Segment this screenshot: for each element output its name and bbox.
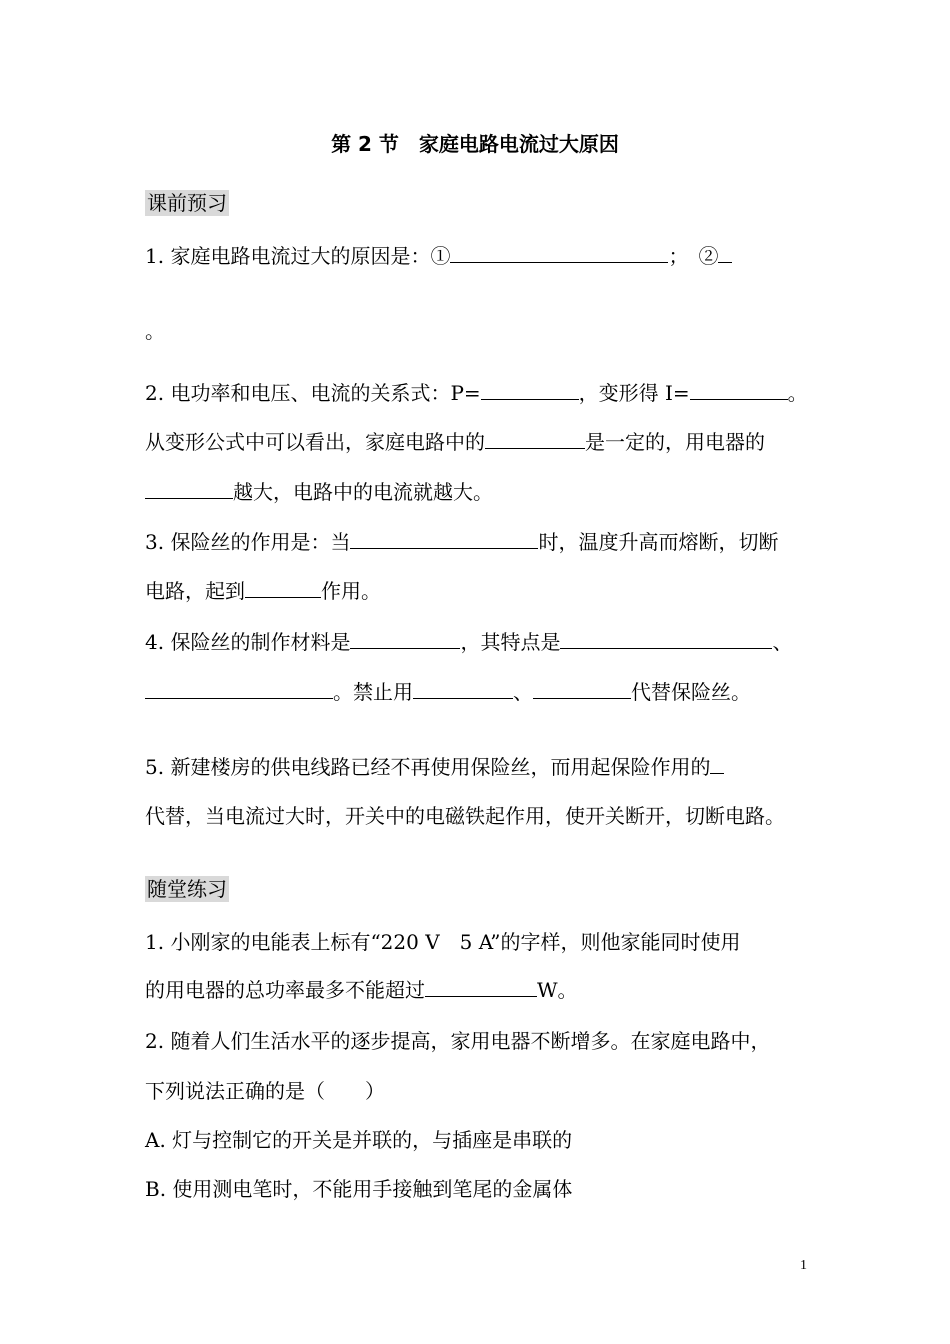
preview-q2-line3: 越大，电路中的电流就越大。 [145, 479, 830, 505]
practice-q1-line2: 的用电器的总功率最多不能超过 W。 [145, 978, 578, 1002]
blank[interactable] [485, 430, 585, 449]
blank[interactable] [718, 244, 732, 263]
blank[interactable] [350, 530, 538, 549]
practice-q2: 2. 随着人们生活水平的逐步提高，家用电器不断增多。在家庭电路中， [145, 1029, 771, 1053]
preview-q3-line2: 电路，起到 作用。 [145, 579, 381, 603]
page-title: 第 2 节 家庭电路电流过大原因 [331, 132, 619, 156]
preview-q1-end: 。 [145, 319, 165, 343]
blank[interactable] [145, 680, 333, 699]
blank[interactable] [690, 381, 788, 400]
blank[interactable] [560, 630, 772, 649]
page-number: 1 [800, 1258, 807, 1273]
preview-q3: 3. 保险丝的作用是：当 时，温度升高而熔断，切断 [145, 530, 779, 554]
preview-q2-line2: 从变形公式中可以看出，家庭电路中的 是一定的，用电器的 [145, 430, 765, 454]
preview-q4: 4. 保险丝的制作材料是 ，其特点是 、 [145, 630, 793, 654]
preview-q5: 5. 新建楼房的供电线路已经不再使用保险丝，而用起保险作用的 [145, 754, 830, 780]
section-preview-heading: 课前预习 [147, 191, 227, 215]
blank[interactable] [710, 755, 724, 774]
blank[interactable] [533, 680, 631, 699]
blank[interactable] [245, 579, 321, 598]
blank[interactable] [413, 680, 513, 699]
blank[interactable] [481, 381, 579, 400]
practice-q2-option-b: B. 使用测电笔时，不能用手接触到笔尾的金属体 [145, 1177, 573, 1201]
blank[interactable] [350, 630, 460, 649]
blank[interactable] [425, 978, 537, 997]
practice-q2-line2: 下列说法正确的是（ ） [145, 1079, 385, 1103]
blank[interactable] [145, 480, 201, 499]
preview-q5-line2: 代替，当电流过大时，开关中的电磁铁起作用，使开关断开，切断电路。 [145, 804, 785, 828]
section-practice-heading: 随堂练习 [147, 877, 227, 901]
practice-q2-option-a: A. 灯与控制它的开关是并联的，与插座是串联的 [145, 1128, 573, 1152]
blank[interactable] [450, 244, 668, 263]
blank[interactable] [201, 480, 233, 499]
preview-q4-line2: 。禁止用 、 代替保险丝。 [145, 679, 830, 705]
preview-q1: 1. 家庭电路电流过大的原因是：① ； ② [145, 243, 830, 269]
preview-q2: 2. 电功率和电压、电流的关系式：P= ，变形得 I= 。 [145, 381, 808, 405]
practice-q1: 1. 小刚家的电能表上标有“220 V 5 A”的字样，则他家能同时使用 [145, 930, 741, 954]
